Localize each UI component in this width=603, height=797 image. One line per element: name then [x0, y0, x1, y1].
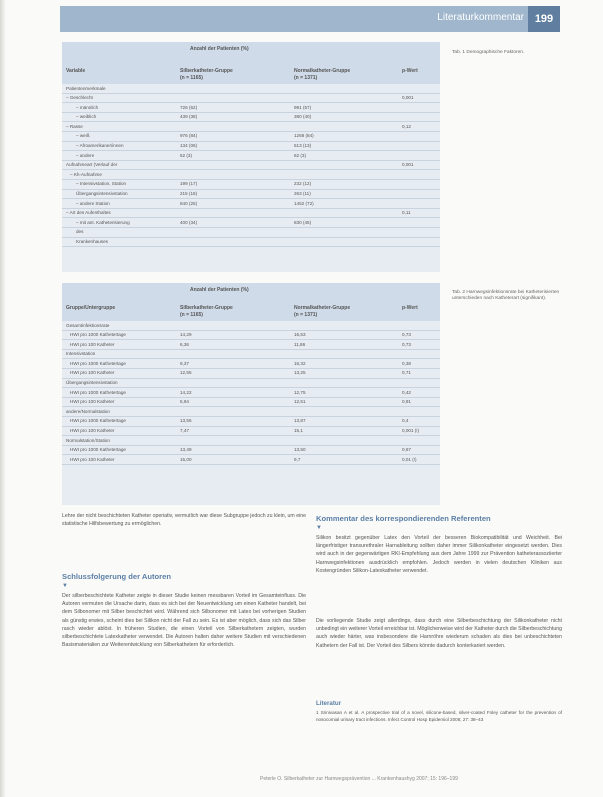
- row-label: Patientenmerkmale: [66, 85, 106, 91]
- cell-group2: 513 (13): [294, 143, 312, 149]
- cell-group1: 976 (84): [180, 133, 198, 139]
- table-row: [62, 455, 440, 465]
- row-label: – weiß: [76, 133, 90, 139]
- table-row: [62, 446, 440, 456]
- cell-group1: 400 (34): [180, 219, 198, 225]
- cell-group1: 840 (25): [180, 200, 198, 206]
- cell-group2: 11,86: [294, 341, 306, 347]
- cell-group1: 7,47: [180, 428, 189, 434]
- row-label: Aufnahmeart (Verlauf der: [66, 162, 118, 168]
- cell-group2: 12,51: [294, 399, 306, 405]
- triangle-marker-icon: ▼: [62, 583, 68, 589]
- cell-group2: 263 (11): [294, 191, 311, 197]
- cell-group1: 13,49: [180, 447, 192, 453]
- row-label: HWI pro 100 Katheter: [70, 341, 115, 347]
- cell-group2: 62 (3): [294, 152, 307, 158]
- row-label: andere/Normalstation: [66, 408, 110, 414]
- cell-group1: 13,55: [180, 418, 192, 424]
- table-row: [62, 170, 440, 180]
- cell-p-value: 0,73: [402, 332, 411, 338]
- cell-group2: 16,32: [294, 360, 306, 366]
- col-header-p: p-Wert: [402, 305, 418, 311]
- cell-group2: 232 (12): [294, 181, 312, 187]
- cell-group1: 12,55: [180, 370, 192, 376]
- col-header-group1-n: (n = 1165): [180, 75, 203, 81]
- cell-group1: 14,22: [180, 389, 192, 395]
- table-row: [62, 350, 440, 360]
- row-label: HWI pro 1000 Kathetertage: [70, 447, 126, 453]
- col-header-group2-n: (n = 1371): [294, 75, 318, 81]
- row-label: – Rasse: [66, 123, 83, 129]
- scan-edge-shadow: [0, 0, 6, 797]
- page-header: [60, 6, 560, 32]
- table-body: [62, 321, 440, 465]
- cell-group1: 6,36: [180, 341, 189, 347]
- row-label: Übergangsintensivstation: [66, 380, 118, 386]
- cell-group2: 9,7: [294, 456, 301, 462]
- cell-p-value: 0,001: [402, 162, 414, 168]
- table-row: [62, 331, 440, 341]
- cell-p-value: 0,71: [402, 370, 411, 376]
- cell-group2: 1268 (84): [294, 133, 314, 139]
- cell-group2: 991 (57): [294, 104, 312, 110]
- row-label: – Kh-Aufnahme: [70, 171, 102, 177]
- col-header-variable: Gruppe/Untergruppe: [66, 305, 116, 311]
- col-header-group2-n: (n = 1371): [294, 312, 318, 318]
- col-header-group1-n: (n = 1165): [180, 312, 203, 318]
- cell-group2: 12,75: [294, 389, 306, 395]
- table-row: [62, 151, 440, 161]
- col-header-group1: Silberkatheter-Gruppe: [180, 68, 233, 74]
- cell-group2: 13,87: [294, 418, 306, 424]
- col-header-group2: Normalkatheter-Gruppe: [294, 305, 351, 311]
- row-label: – männlich: [76, 104, 99, 110]
- table-body: [62, 84, 440, 247]
- cell-p-value: 0,38: [402, 360, 411, 366]
- row-label: – andere: [76, 152, 95, 158]
- table-span-title: Anzahl der Patienten (%): [190, 46, 249, 52]
- col-header-variable: Variable: [66, 68, 86, 74]
- row-label: Intensivstation: [66, 351, 96, 357]
- table-row: [62, 388, 440, 398]
- table1-caption: Tab. 1 Demographische Faktoren.: [452, 50, 525, 55]
- cell-group2: 13,50: [294, 447, 306, 453]
- table-row: [62, 190, 440, 200]
- table-row: [62, 122, 440, 132]
- table-row: [62, 209, 440, 219]
- table-row: [62, 379, 440, 389]
- page-footer: Peterle O. Silberkatheter zur Harnwegsprävention ... Krankenhaushyg 2007; 15: 196–199: [260, 776, 458, 782]
- row-label: – Intensivstation, Station: [76, 181, 127, 187]
- table-row: [62, 340, 440, 350]
- comment-heading: Kommentar des korrespondierenden Referenten: [316, 514, 491, 523]
- cell-group1: 726 (62): [180, 104, 198, 110]
- table-header: [62, 283, 440, 321]
- row-label: HWI pro 1000 Kathetertage: [70, 332, 126, 338]
- cell-group2: 1452 (72): [294, 200, 314, 206]
- cell-group1: 5,94: [180, 399, 189, 405]
- section-title: Literaturkommentar: [437, 12, 524, 23]
- table-demographics: [62, 42, 440, 272]
- table-row: [62, 369, 440, 379]
- row-label: – Geschlecht: [66, 95, 93, 101]
- cell-group1: 9,37: [180, 360, 189, 366]
- cell-p-value: 0,4: [402, 418, 409, 424]
- col-header-p: p-Wert: [402, 68, 418, 74]
- cell-p-value: 0,42: [402, 389, 411, 395]
- row-label: – andere Station: [76, 200, 110, 206]
- row-label: – weiblich: [76, 114, 97, 120]
- table-row: [62, 218, 440, 228]
- row-label: HWI pro 1000 Kathetertage: [70, 389, 126, 395]
- row-label: HWI pro 100 Katheter: [70, 456, 115, 462]
- table-row: [62, 132, 440, 142]
- cell-group1: 15,00: [180, 456, 192, 462]
- table-row: [62, 94, 440, 104]
- cell-group1: 215 (18): [180, 191, 198, 197]
- table-row: [62, 359, 440, 369]
- cell-group1: 199 (17): [180, 181, 198, 187]
- table-row: [62, 238, 440, 248]
- cell-group2: 16,53: [294, 332, 306, 338]
- table-row: [62, 417, 440, 427]
- cell-p-value: 0,12: [402, 123, 411, 129]
- cell-group2: 13,25: [294, 370, 306, 376]
- table-header: [62, 42, 440, 84]
- row-label: HWI pro 1000 Kathetertage: [70, 418, 126, 424]
- table-row: [62, 161, 440, 171]
- table-row: [62, 407, 440, 417]
- table-row: [62, 113, 440, 123]
- row-label: Krankenhauses: [76, 239, 108, 244]
- row-label: – Art des Aufenthaltes: [66, 210, 111, 216]
- cell-p-value: 0,67: [402, 447, 411, 453]
- table-row: [62, 228, 440, 238]
- table-row: [62, 199, 440, 209]
- table-row: [62, 321, 440, 331]
- table-span-title: Anzahl der Patienten (%): [190, 287, 249, 293]
- row-label: – Afroamerikaner/innen: [76, 143, 124, 149]
- triangle-marker-icon: ▼: [316, 525, 322, 531]
- comment-paragraph-1: Silikon besitzt gegenüber Latex den Vorteil der besseren Biokompatibilität und Weichheit. Bei längerfristiger transurethraler Harnableitung sollten daher immer Silikonkatheter eingesetzt werden. Dies wird auch in der gegenwärtigen RKI-Empfehlung aus dem Jahre 1999 zur Prävention katheterassoziierter Harnwegsinfektionen ausdrücklich empfohlen. Jedoch werden in vielen deutschen Kliniken aus Kostengründen Silikon-Latexkatheter verwendet.: [316, 535, 562, 574]
- cell-group2: 15,1: [294, 428, 303, 434]
- table-row: [62, 427, 440, 437]
- cell-p-value: 0,001: [402, 95, 414, 101]
- table-row: [62, 398, 440, 408]
- table-infection-rates: [62, 283, 440, 505]
- table-row: [62, 142, 440, 152]
- row-label: Übergangsintensivstation: [76, 191, 128, 197]
- conclusion-heading: Schlussfolgerung der Autoren: [62, 572, 171, 581]
- intro-paragraph: Lehre der nicht beschichteten Katheter operiativ, vermutlich war diese Subgruppe jedoch zu klein, um eine statistische Hilfsbewertung zu ermöglichen.: [62, 513, 306, 528]
- col-header-group2: Normalkatheter-Gruppe: [294, 68, 351, 74]
- row-label: HWI pro 100 Katheter: [70, 370, 115, 376]
- row-label: des: [76, 229, 84, 235]
- cell-group1: 52 (3): [180, 152, 193, 158]
- literature-heading: Literatur: [316, 700, 342, 707]
- cell-group1: 439 (38): [180, 114, 198, 120]
- table-row: [62, 436, 440, 446]
- table2-caption: Tab. 2 Harnwegsinfektionsrate bei Katheterisierten unterschieden nach Katheterart (signifikant).: [452, 290, 560, 302]
- table-row: [62, 180, 440, 190]
- cell-p-value: 0,91: [402, 399, 411, 405]
- row-label: HWI pro 100 Katheter: [70, 428, 115, 434]
- cell-p-value: 0,11: [402, 210, 411, 216]
- cell-p-value: 0,73: [402, 341, 411, 347]
- row-label: HWI pro 100 Katheter: [70, 399, 115, 405]
- cell-group1: 134 (06): [180, 143, 198, 149]
- cell-p-value: 0,01 (!): [402, 456, 417, 462]
- table-row: [62, 84, 440, 94]
- page-number: 199: [528, 6, 560, 32]
- col-header-group1: Silberkatheter-Gruppe: [180, 305, 233, 311]
- literature-item: 1 Srinivasan A et al. A prospective trial of a novel, silicone-based, silver-coated Foley catheter for the prevention of nosocomial urinary tract infections. Infect Control Hosp Epidemiol 2006; 27: 38–43: [316, 710, 562, 722]
- cell-group1: 14,29: [180, 332, 192, 338]
- row-label: – mit ant. Katheterisierung: [76, 219, 130, 225]
- row-label: HWI pro 1000 Kathetertage: [70, 360, 126, 366]
- cell-group2: 830 (45): [294, 219, 312, 225]
- row-label: Gesamtinfektionsrate: [66, 322, 110, 328]
- table-row: [62, 103, 440, 113]
- cell-p-value: 0,001 (!): [402, 428, 420, 434]
- row-label: Normalstation/Station: [66, 437, 110, 443]
- cell-group2: 380 (40): [294, 114, 312, 120]
- comment-paragraph-2: Die vorliegende Studie zeigt allerdings, dass durch eine Silberbeschichtung der Silikonkatheter nicht unbedingt ein weiterer Vorteil erreichbar ist. Möglicherweise wird der Katheter durch die Silberbeschichtung auch wieder härter, was insbesondere die Harnröhre wiederum schaden als dies bei unbeschichteten Kathetern der Fall ist. Der Vorteil des Silbers könnte dadurch konterkariert werden.: [316, 618, 562, 649]
- conclusion-paragraph: Der silberbeschichtete Katheter zeigte in dieser Studie keinen messbaren Vorteil im Gesamteinfluss. Die Autoren vermuten die Ursache darin, dass es sich bei der Neuentwicklung um einen Katheter handelt, bei dem Silbonomer mit Silber beschichtet wird. Während sich Silbonomer mit Latex bei vorherigen Studien als günstig erwies, scheint dies bei Silikon nicht der Fall zu sein. Es ist aber möglich, dass sich das Silber rasch wieder ablöst. In früheren Studien, die einen Vorteil von Silberkathetern zeigten, wurden silberbeschichtete Latexkatheter verwendet. Die Autoren halten daher weitere Studien mit verschiedenen Basismaterialien zur Weiterentwicklung von Silberkathetern für erforderlich.: [62, 593, 306, 649]
